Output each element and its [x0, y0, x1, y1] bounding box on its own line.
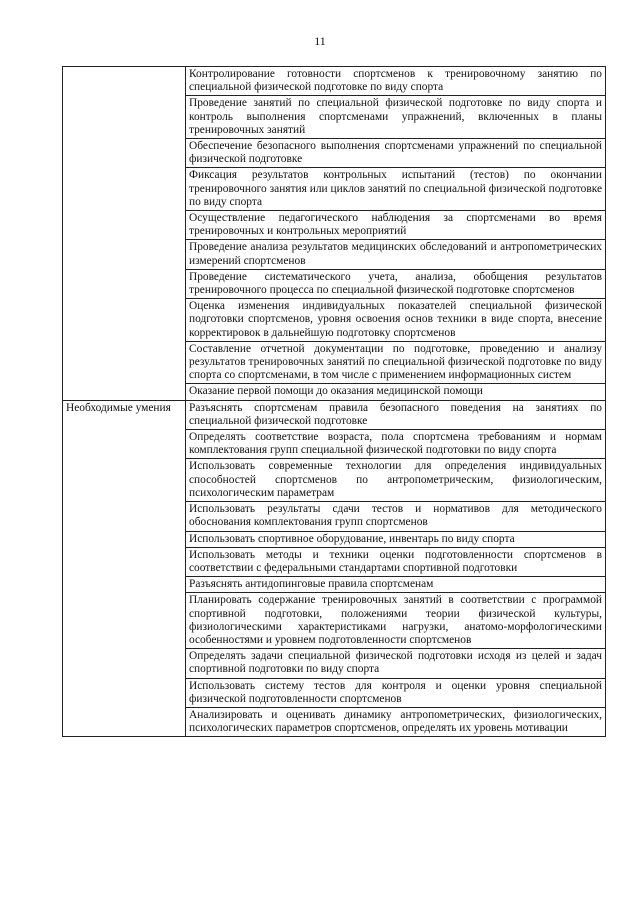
section-label: [63, 67, 186, 401]
requirements-table: [62, 66, 606, 737]
list-item: Определять соответствие возраста, пола спортсмена требованиям и нормам комплектования групп специальной физической подготовки по виду спорта: [186, 430, 606, 459]
list-item: Разъяснять антидопинговые правила спортсменам: [186, 577, 606, 593]
list-item: Оказание первой помощи до оказания медицинской помощи: [186, 384, 606, 400]
list-item: Определять задачи специальной физической подготовки исходя из целей и задач спортивной подготовки по виду спорта: [186, 649, 606, 678]
list-item: Использовать методы и техники оценки подготовленности спортсменов в соответствии с федеральными стандартами спортивной подготовки: [186, 547, 606, 576]
list-item: Использовать систему тестов для контроля и оценки уровня специальной физической подготовленности спортсменов: [186, 678, 606, 707]
list-item: Контролирование готовности спортсменов к тренировочному занятию по специальной физической подготовке по виду спорта: [186, 67, 606, 96]
list-item: Осуществление педагогического наблюдения за спортсменами во время тренировочных и контрольных мероприятий: [186, 211, 606, 240]
table-row: [63, 67, 606, 96]
list-item: Анализировать и оценивать динамику антропометрических, физиологических, психологических параметров спортсменов, определять их уровень мотивации: [186, 707, 606, 736]
list-item: Проведение анализа результатов медицинских обследований и антропометрических измерений спортсменов: [186, 240, 606, 269]
list-item: Использовать спортивное оборудование, инвентарь по виду спорта: [186, 531, 606, 547]
page-number: 11: [314, 34, 326, 48]
list-item: Оценка изменения индивидуальных показателей специальной физической подготовки спортсменов, уровня освоения основ техники в виде спорта, внесение корректировок в дальнейшую подготовку спортсменов: [186, 299, 606, 342]
list-item: Проведение систематического учета, анализа, обобщения результатов тренировочного процесса по специальной физической подготовке спортсменов: [186, 269, 606, 298]
section-label: Необходимые умения: [63, 400, 186, 737]
list-item: Планировать содержание тренировочных занятий в соответствии с программой спортивной подготовки, положениями теории физической культуры, физиологическими характеристиками нагрузки, анатомо-морфологическими особенностями и уровнем подготовленности спортсменов: [186, 593, 606, 649]
list-item: Фиксация результатов контрольных испытаний (тестов) по окончании тренировочного занятия или циклов занятий по специальной физической подготовке по виду спорта: [186, 168, 606, 211]
list-item: Составление отчетной документации по подготовке, проведению и анализу результатов тренировочных занятий по специальной физической подготовке по виду спорта со спортсменами, в том числе с применением информационных систем: [186, 341, 606, 384]
list-item: Обеспечение безопасного выполнения спортсменами упражнений по специальной физической подготовке: [186, 139, 606, 168]
list-item: Проведение занятий по специальной физической подготовке по виду спорта и контроль выполнения спортсменами упражнений, включенных в планы тренировочных занятий: [186, 96, 606, 139]
list-item: Использовать современные технологии для определения индивидуальных способностей спортсменов по антропометрическим, физиологическим, психологическим параметрам: [186, 459, 606, 502]
table-row: [63, 400, 606, 429]
list-item: Использовать результаты сдачи тестов и нормативов для методического обоснования комплектования групп спортсменов: [186, 502, 606, 531]
list-item: Разъяснять спортсменам правила безопасного поведения на занятиях по специальной физической подготовке: [186, 400, 606, 429]
